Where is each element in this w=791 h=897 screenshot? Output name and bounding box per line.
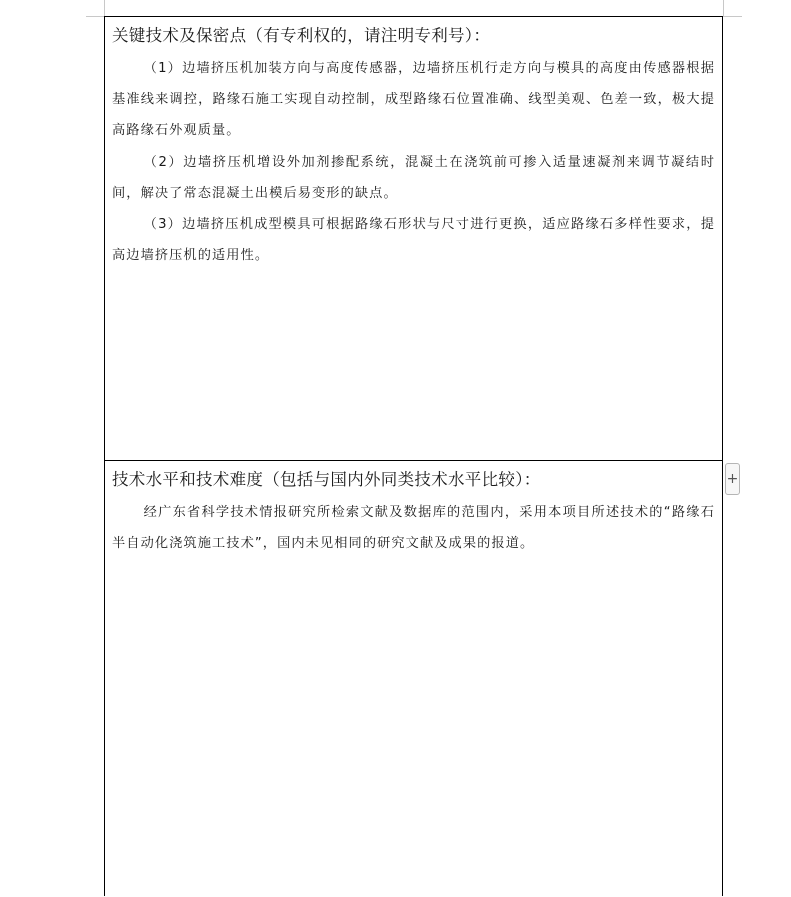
technical-level-cell[interactable] xyxy=(105,461,722,897)
page-corner-mark-left xyxy=(86,0,105,17)
paragraph: （3）边墙挤压机成型模具可根据路缘石形状与尺寸进行更换，适应路缘石多样性要求，提高边墙挤压机的适用性。 xyxy=(112,217,715,264)
document-table xyxy=(104,16,723,896)
paragraph: 经广东省科学技术情报研究所检索文献及数据库的范围内，采用本项目所述技术的“路缘石半自动化浇筑施工技术”，国内未见相同的研究文献及成果的报道。 xyxy=(112,505,715,552)
section-heading: 关键技术及保密点（有专利权的，请注明专利号）： xyxy=(112,26,491,45)
add-row-button[interactable]: + xyxy=(725,463,740,495)
key-technology-cell[interactable] xyxy=(105,17,722,461)
section-heading: 技术水平和技术难度（包括与国内外同类技术水平比较）： xyxy=(112,470,541,489)
paragraph: （1）边墙挤压机加装方向与高度传感器，边墙挤压机行走方向与模具的高度由传感器根据基准线来调控，路缘石施工实现自动控制，成型路缘石位置准确、线型美观、色差一致，极大提高路缘石外观质量。 xyxy=(112,61,715,139)
page-corner-mark-right xyxy=(723,0,742,17)
paragraph: （2）边墙挤压机增设外加剂掺配系统，混凝土在浇筑前可掺入适量速凝剂来调节凝结时间，解决了常态混凝土出模后易变形的缺点。 xyxy=(112,154,715,201)
